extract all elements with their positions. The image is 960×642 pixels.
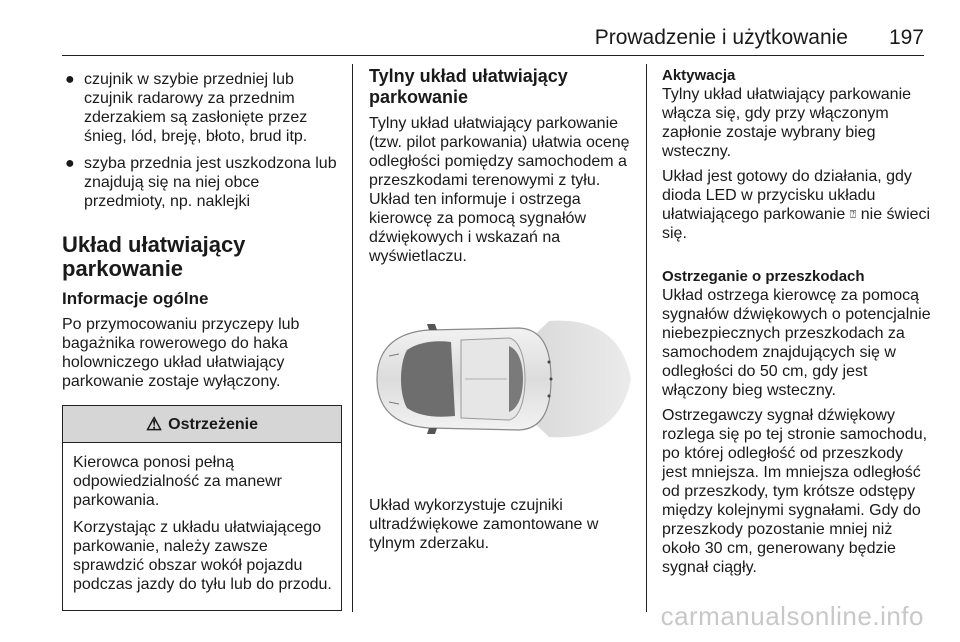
body-paragraph: Układ jest gotowy do działania, gdy dioda LED w przycisku układu ułatwiającego parkowanie ⍰ nie świeci się. bbox=[662, 168, 931, 243]
column-right bbox=[662, 62, 932, 583]
header-rule bbox=[62, 55, 924, 56]
parking-assist-icon: ⍰ bbox=[849, 208, 857, 221]
figure-caption: Układ wykorzystuje czujniki ultradźwiękowe zamontowane w tylnym zderzaku. bbox=[369, 497, 599, 552]
column-divider bbox=[646, 64, 647, 612]
bullet-icon: ● bbox=[65, 71, 75, 88]
body-paragraph: Tylny układ ułatwiający parkowanie (tzw. pilot parkowania) ułatwia ocenę odległości pomiędzy samochodem a przeszkodami terenowymi z tyłu. Układ ten informuje i ostrzega kierowcę za pomocą sygnałów dźwiękowych i wskazań na wyświetlaczu. bbox=[369, 115, 630, 265]
section-title: Tylny układ ułatwiający parkowanie bbox=[369, 66, 568, 107]
page-header bbox=[0, 0, 960, 60]
intro-paragraph: Po przymocowaniu przyczepy lub bagażnika rowerowego do haka holowniczego układ ułatwiający parkowanie zostaje wyłączony. bbox=[62, 316, 300, 390]
warning-title: Ostrzeżenie bbox=[168, 415, 258, 433]
subsection-title: Informacje ogólne bbox=[62, 289, 209, 308]
car-icon bbox=[377, 324, 553, 434]
bullet-list bbox=[62, 70, 342, 211]
obstacle-warning-title: Ostrzeganie o przeszkodach bbox=[662, 268, 865, 286]
bullet-icon: ● bbox=[65, 155, 75, 172]
warning-box bbox=[62, 405, 342, 611]
activation-title: Aktywacja bbox=[662, 67, 736, 84]
body-paragraph: Tylny układ ułatwiający parkowanie włącza się, gdy przy włączonym zapłonie zostaje wybrany bieg wsteczny. bbox=[662, 86, 912, 160]
list-item: ● szyba przednia jest uszkodzona lub znajdują się na niej obce przedmioty, np. naklejki bbox=[65, 155, 337, 210]
car-sensor-illustration bbox=[369, 276, 633, 482]
warning-paragraph: Kierowca ponosi pełną odpowiedzialność za manewr parkowania. bbox=[73, 454, 282, 509]
list-item: ● czujnik w szybie przedniej lub czujnik radarowy za przednim zderzakiem są zasłonięte przez śnieg, lód, breję, błoto, brud itp. bbox=[65, 71, 308, 145]
body-paragraph: Układ ostrzega kierowcę za pomocą sygnałów dźwiękowych o potencjalnie niebezpiecznych przeszkodach za samochodem znajdujących się w odległości do 50 cm, gdy jest włączony bieg wsteczny. bbox=[662, 287, 931, 400]
column-middle bbox=[369, 62, 639, 559]
watermark: carmanualsonline.info bbox=[660, 601, 924, 631]
page-number: 197 bbox=[888, 26, 924, 49]
column-left bbox=[62, 62, 342, 611]
column-divider bbox=[352, 64, 353, 612]
warning-paragraph: Korzystając z układu ułatwiającego parkowanie, należy zawsze sprawdzić obszar wokół pojazdu podczas jazdy do tyłu lub do przodu. bbox=[73, 519, 332, 593]
warning-icon: ⚠ bbox=[146, 413, 163, 434]
header-title: Prowadzenie i użytkowanie bbox=[594, 26, 848, 49]
section-title: Układ ułatwiający parkowanie bbox=[62, 232, 246, 281]
warning-header bbox=[63, 406, 341, 443]
body-paragraph: Ostrzegawczy sygnał dźwiękowy rozlega się po tej stronie samochodu, po której odległość od przeszkody jest mniejsza. Im mniejsza odległość od przeszkody, tym krótsze odstępy między kolejnymi sygnałami. Gdy do przeszkody pozostanie mniej niż około 30 cm, generowany będzie sygnał ciągły. bbox=[662, 407, 928, 577]
warning-body bbox=[63, 443, 341, 610]
